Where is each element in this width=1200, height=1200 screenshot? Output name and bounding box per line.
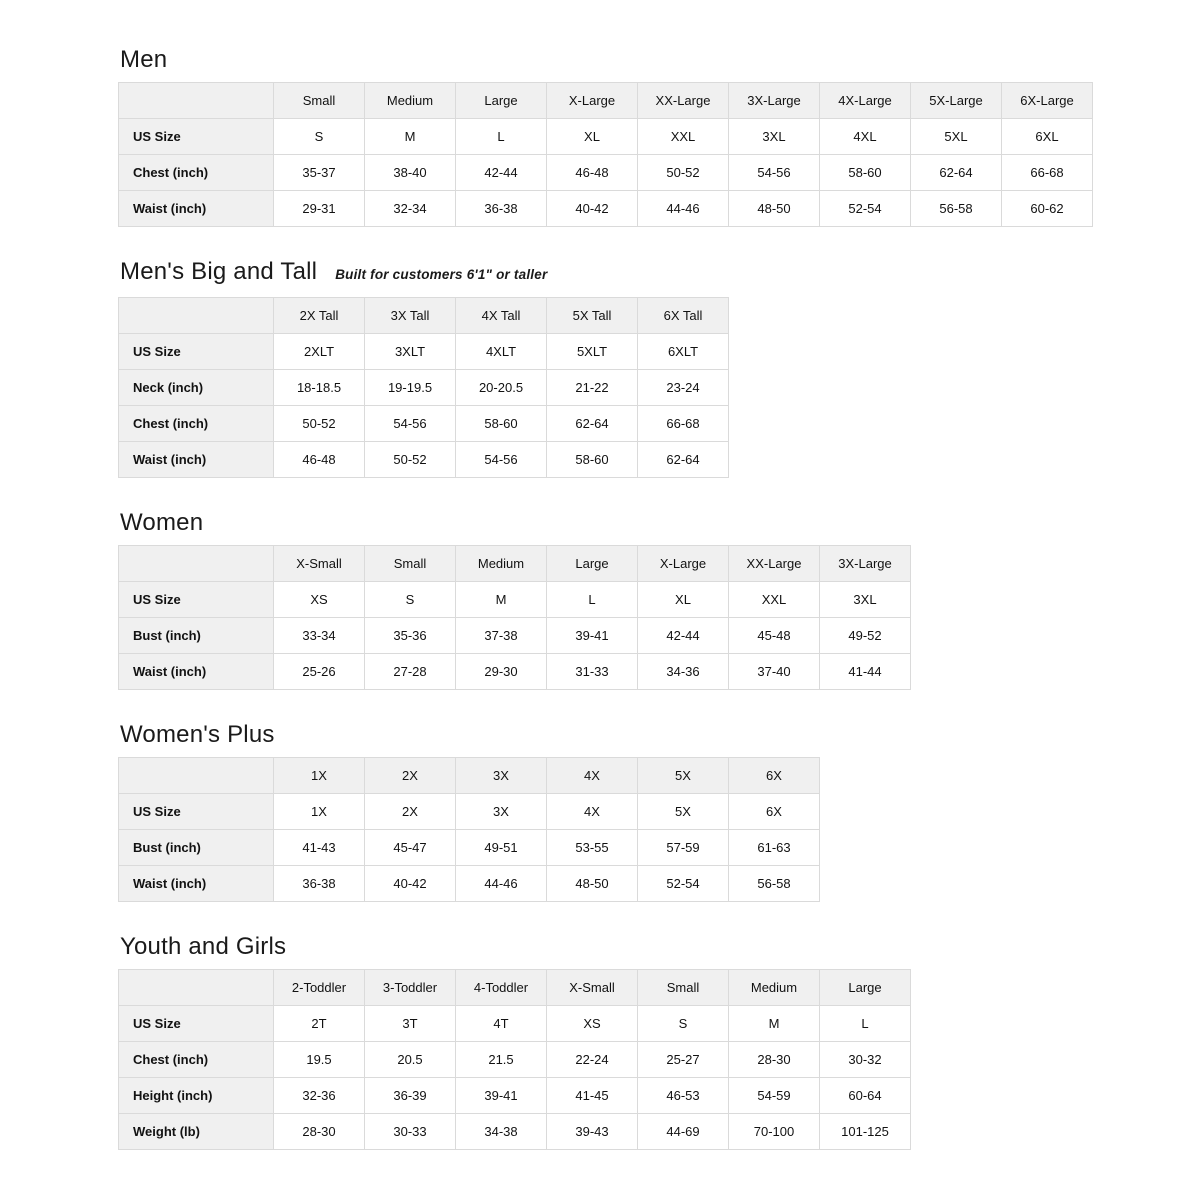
column-header: 4X-Large xyxy=(820,83,911,119)
row-label: US Size xyxy=(119,794,274,830)
value-cell: 4XL xyxy=(820,119,911,155)
value-cell: 22-24 xyxy=(547,1042,638,1078)
value-cell: 23-24 xyxy=(638,370,729,406)
column-header: 3X-Large xyxy=(729,83,820,119)
value-cell: 6X xyxy=(729,794,820,830)
value-cell: M xyxy=(365,119,456,155)
section-title xyxy=(120,721,1200,748)
table-header-row xyxy=(119,83,1093,119)
section-title xyxy=(120,933,1200,960)
column-header: 4-Toddler xyxy=(456,970,547,1006)
value-cell: 3XL xyxy=(820,582,911,618)
value-cell: 32-36 xyxy=(274,1078,365,1114)
table-header-row xyxy=(119,298,729,334)
row-label: Waist (inch) xyxy=(119,654,274,690)
value-cell: 66-68 xyxy=(638,406,729,442)
column-header: X-Small xyxy=(274,546,365,582)
column-header: Small xyxy=(638,970,729,1006)
value-cell: 53-55 xyxy=(547,830,638,866)
table-row xyxy=(119,370,729,406)
table-row xyxy=(119,191,1093,227)
table-header-row xyxy=(119,970,911,1006)
value-cell: 48-50 xyxy=(729,191,820,227)
table-row xyxy=(119,406,729,442)
value-cell: 50-52 xyxy=(274,406,365,442)
value-cell: 36-38 xyxy=(456,191,547,227)
size-table xyxy=(118,82,1093,227)
value-cell: 3XLT xyxy=(365,334,456,370)
column-header: X-Large xyxy=(638,546,729,582)
value-cell: 5XL xyxy=(911,119,1002,155)
section-title xyxy=(120,46,1200,73)
value-cell: 58-60 xyxy=(456,406,547,442)
value-cell: 29-31 xyxy=(274,191,365,227)
value-cell: L xyxy=(547,582,638,618)
column-header: Large xyxy=(547,546,638,582)
column-header: Medium xyxy=(456,546,547,582)
table-row xyxy=(119,618,911,654)
table-header-row xyxy=(119,546,911,582)
column-header: Medium xyxy=(365,83,456,119)
column-header: Small xyxy=(365,546,456,582)
section-title-text: Women's Plus xyxy=(120,721,275,748)
value-cell: XL xyxy=(638,582,729,618)
value-cell: 3XL xyxy=(729,119,820,155)
value-cell: 41-43 xyxy=(274,830,365,866)
value-cell: 2T xyxy=(274,1006,365,1042)
table-row xyxy=(119,654,911,690)
size-table xyxy=(118,545,911,690)
value-cell: 57-59 xyxy=(638,830,729,866)
row-label: Chest (inch) xyxy=(119,1042,274,1078)
row-label: Bust (inch) xyxy=(119,618,274,654)
row-label: Chest (inch) xyxy=(119,406,274,442)
table-row xyxy=(119,794,820,830)
column-header: 3X xyxy=(456,758,547,794)
value-cell: 40-42 xyxy=(365,866,456,902)
size-table xyxy=(118,297,729,478)
row-label: Waist (inch) xyxy=(119,866,274,902)
value-cell: 20.5 xyxy=(365,1042,456,1078)
row-label: Weight (lb) xyxy=(119,1114,274,1150)
column-header: 1X xyxy=(274,758,365,794)
value-cell: 35-37 xyxy=(274,155,365,191)
corner-cell xyxy=(119,83,274,119)
value-cell: 58-60 xyxy=(820,155,911,191)
column-header: 6X-Large xyxy=(1002,83,1093,119)
table-row xyxy=(119,1078,911,1114)
value-cell: 54-56 xyxy=(729,155,820,191)
value-cell: 56-58 xyxy=(911,191,1002,227)
value-cell: 19.5 xyxy=(274,1042,365,1078)
value-cell: 49-52 xyxy=(820,618,911,654)
column-header: 3X-Large xyxy=(820,546,911,582)
value-cell: 48-50 xyxy=(547,866,638,902)
value-cell: 3X xyxy=(456,794,547,830)
table-row xyxy=(119,442,729,478)
value-cell: 54-56 xyxy=(456,442,547,478)
value-cell: 25-27 xyxy=(638,1042,729,1078)
column-header: XX-Large xyxy=(638,83,729,119)
corner-cell xyxy=(119,298,274,334)
column-header: Small xyxy=(274,83,365,119)
value-cell: XS xyxy=(547,1006,638,1042)
value-cell: 62-64 xyxy=(911,155,1002,191)
table-row xyxy=(119,155,1093,191)
section-title xyxy=(120,509,1200,536)
table-row xyxy=(119,1114,911,1150)
value-cell: 1X xyxy=(274,794,365,830)
value-cell: 30-33 xyxy=(365,1114,456,1150)
value-cell: 54-59 xyxy=(729,1078,820,1114)
column-header: XX-Large xyxy=(729,546,820,582)
value-cell: 45-48 xyxy=(729,618,820,654)
column-header: 2X xyxy=(365,758,456,794)
value-cell: 32-34 xyxy=(365,191,456,227)
value-cell: 41-45 xyxy=(547,1078,638,1114)
corner-cell xyxy=(119,546,274,582)
value-cell: S xyxy=(365,582,456,618)
table-row xyxy=(119,119,1093,155)
value-cell: 28-30 xyxy=(729,1042,820,1078)
value-cell: 20-20.5 xyxy=(456,370,547,406)
value-cell: M xyxy=(729,1006,820,1042)
table-row xyxy=(119,1042,911,1078)
column-header: 2-Toddler xyxy=(274,970,365,1006)
value-cell: 36-38 xyxy=(274,866,365,902)
table-row xyxy=(119,582,911,618)
value-cell: 27-28 xyxy=(365,654,456,690)
column-header: Large xyxy=(456,83,547,119)
value-cell: 18-18.5 xyxy=(274,370,365,406)
value-cell: 37-38 xyxy=(456,618,547,654)
value-cell: 49-51 xyxy=(456,830,547,866)
value-cell: 5X xyxy=(638,794,729,830)
value-cell: 52-54 xyxy=(820,191,911,227)
value-cell: 44-46 xyxy=(456,866,547,902)
value-cell: 62-64 xyxy=(638,442,729,478)
value-cell: 42-44 xyxy=(456,155,547,191)
section-title-text: Women xyxy=(120,509,204,536)
value-cell: 41-44 xyxy=(820,654,911,690)
row-label: US Size xyxy=(119,334,274,370)
value-cell: 2XLT xyxy=(274,334,365,370)
value-cell: M xyxy=(456,582,547,618)
value-cell: 30-32 xyxy=(820,1042,911,1078)
value-cell: 42-44 xyxy=(638,618,729,654)
value-cell: 46-48 xyxy=(547,155,638,191)
table-row xyxy=(119,830,820,866)
value-cell: 6XL xyxy=(1002,119,1093,155)
column-header: 5X Tall xyxy=(547,298,638,334)
value-cell: 4X xyxy=(547,794,638,830)
value-cell: 50-52 xyxy=(638,155,729,191)
value-cell: 58-60 xyxy=(547,442,638,478)
value-cell: 50-52 xyxy=(365,442,456,478)
value-cell: 46-53 xyxy=(638,1078,729,1114)
row-label: Chest (inch) xyxy=(119,155,274,191)
value-cell: 54-56 xyxy=(365,406,456,442)
value-cell: XL xyxy=(547,119,638,155)
value-cell: 33-34 xyxy=(274,618,365,654)
value-cell: 70-100 xyxy=(729,1114,820,1150)
row-label: US Size xyxy=(119,119,274,155)
size-section xyxy=(118,721,1200,902)
value-cell: 52-54 xyxy=(638,866,729,902)
row-label: Height (inch) xyxy=(119,1078,274,1114)
column-header: 5X xyxy=(638,758,729,794)
value-cell: XXL xyxy=(638,119,729,155)
value-cell: 6XLT xyxy=(638,334,729,370)
column-header: 2X Tall xyxy=(274,298,365,334)
column-header: 6X xyxy=(729,758,820,794)
size-section xyxy=(118,933,1200,1150)
section-title-text: Men's Big and Tall xyxy=(120,258,318,285)
value-cell: 37-40 xyxy=(729,654,820,690)
row-label: Bust (inch) xyxy=(119,830,274,866)
value-cell: XS xyxy=(274,582,365,618)
value-cell: 28-30 xyxy=(274,1114,365,1150)
column-header: 6X Tall xyxy=(638,298,729,334)
column-header: X-Large xyxy=(547,83,638,119)
size-table xyxy=(118,757,820,902)
column-header: Medium xyxy=(729,970,820,1006)
value-cell: 38-40 xyxy=(365,155,456,191)
column-header: 4X Tall xyxy=(456,298,547,334)
value-cell: 29-30 xyxy=(456,654,547,690)
column-header: X-Small xyxy=(547,970,638,1006)
value-cell: 101-125 xyxy=(820,1114,911,1150)
value-cell: 4XLT xyxy=(456,334,547,370)
value-cell: 39-43 xyxy=(547,1114,638,1150)
row-label: US Size xyxy=(119,1006,274,1042)
row-label: Neck (inch) xyxy=(119,370,274,406)
value-cell: 2X xyxy=(365,794,456,830)
value-cell: 36-39 xyxy=(365,1078,456,1114)
size-section xyxy=(118,258,1200,478)
value-cell: 40-42 xyxy=(547,191,638,227)
value-cell: 44-69 xyxy=(638,1114,729,1150)
section-title-text: Men xyxy=(120,46,168,73)
section-title xyxy=(120,258,1200,288)
value-cell: 61-63 xyxy=(729,830,820,866)
size-chart-sections xyxy=(118,46,1200,1150)
value-cell: 44-46 xyxy=(638,191,729,227)
value-cell: S xyxy=(638,1006,729,1042)
value-cell: 34-36 xyxy=(638,654,729,690)
column-header: 3-Toddler xyxy=(365,970,456,1006)
corner-cell xyxy=(119,970,274,1006)
value-cell: 31-33 xyxy=(547,654,638,690)
value-cell: 21-22 xyxy=(547,370,638,406)
row-label: Waist (inch) xyxy=(119,442,274,478)
value-cell: 21.5 xyxy=(456,1042,547,1078)
value-cell: S xyxy=(274,119,365,155)
section-title-text: Youth and Girls xyxy=(120,933,287,960)
value-cell: 5XLT xyxy=(547,334,638,370)
column-header: Large xyxy=(820,970,911,1006)
value-cell: XXL xyxy=(729,582,820,618)
value-cell: 19-19.5 xyxy=(365,370,456,406)
value-cell: 45-47 xyxy=(365,830,456,866)
table-row xyxy=(119,866,820,902)
table-row xyxy=(119,1006,911,1042)
column-header: 3X Tall xyxy=(365,298,456,334)
value-cell: 60-64 xyxy=(820,1078,911,1114)
table-row xyxy=(119,334,729,370)
value-cell: 39-41 xyxy=(456,1078,547,1114)
column-header: 5X-Large xyxy=(911,83,1002,119)
value-cell: 3T xyxy=(365,1006,456,1042)
value-cell: 62-64 xyxy=(547,406,638,442)
table-header-row xyxy=(119,758,820,794)
value-cell: 56-58 xyxy=(729,866,820,902)
size-table xyxy=(118,969,911,1150)
value-cell: 46-48 xyxy=(274,442,365,478)
row-label: Waist (inch) xyxy=(119,191,274,227)
corner-cell xyxy=(119,758,274,794)
value-cell: 4T xyxy=(456,1006,547,1042)
value-cell: L xyxy=(456,119,547,155)
row-label: US Size xyxy=(119,582,274,618)
section-subtitle: Built for customers 6'1" or taller xyxy=(335,267,548,282)
value-cell: 66-68 xyxy=(1002,155,1093,191)
value-cell: 25-26 xyxy=(274,654,365,690)
value-cell: 39-41 xyxy=(547,618,638,654)
value-cell: 34-38 xyxy=(456,1114,547,1150)
size-section xyxy=(118,46,1200,227)
value-cell: 60-62 xyxy=(1002,191,1093,227)
size-section xyxy=(118,509,1200,690)
value-cell: 35-36 xyxy=(365,618,456,654)
column-header: 4X xyxy=(547,758,638,794)
value-cell: L xyxy=(820,1006,911,1042)
